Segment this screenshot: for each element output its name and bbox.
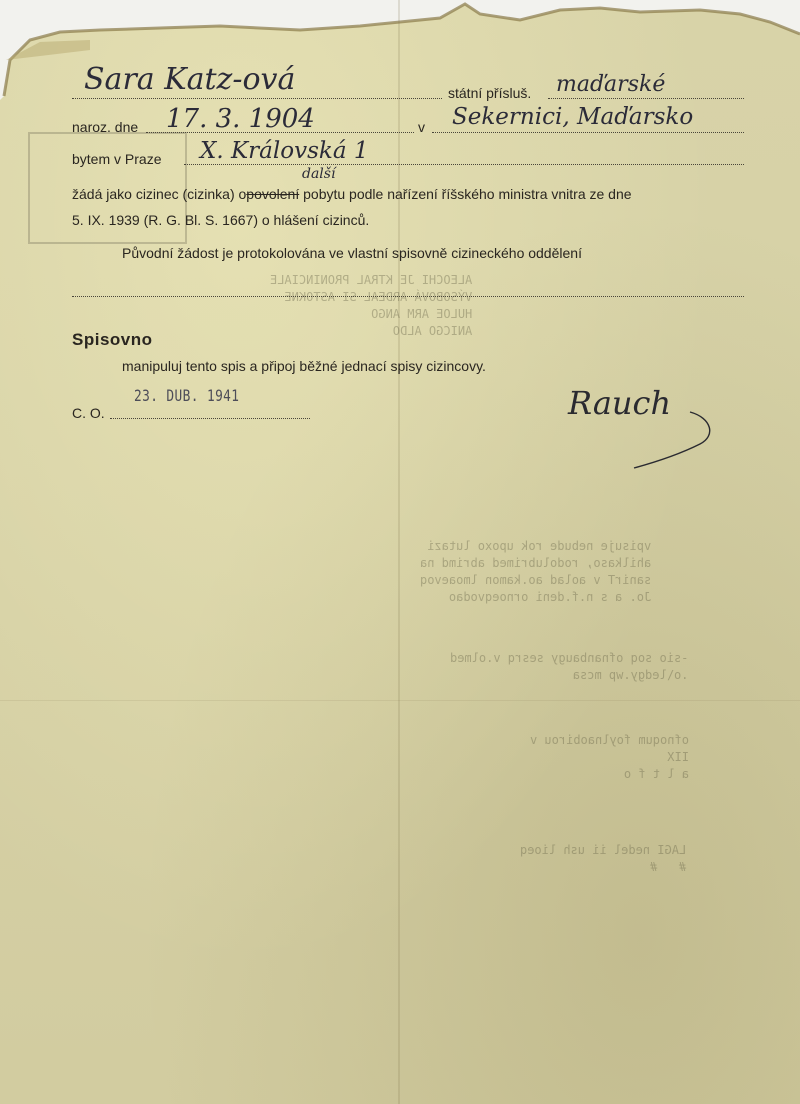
original-request-text: Původní žádost je protokolována ve vlastní spisovně cizineckého oddělení — [122, 245, 582, 261]
birth-date-label: naroz. dne — [72, 119, 139, 135]
insertion-handwritten: další — [302, 166, 336, 182]
residence-dotted-line — [184, 164, 744, 165]
residence-handwritten: X. Královská 1 — [200, 138, 369, 164]
birth-date-handwritten: 17. 3. 1904 — [166, 104, 315, 134]
paper-fold-vertical — [398, 0, 400, 1104]
nationality-handwritten: maďarské — [556, 72, 666, 97]
struck-word: povolení — [246, 186, 300, 202]
signature-flourish — [620, 410, 720, 472]
blank-dotted-line — [72, 296, 744, 297]
bleed-through-text: LAGI nedel ii ush lioeq # # — [520, 843, 687, 874]
bleed-through-text: -sio soq ofnanbaugy sesrq v.olmed .o\ledgy.wp mcsa — [450, 651, 689, 682]
bleed-through-text: ALEOCHI JE KTRAL PRONINCIALE VÝSOBOVÁ ARDEAL SI ASTOKNE HULOE ARM ANGO ANICGO ALDO — [270, 273, 473, 338]
registry-heading: Spisovno — [72, 330, 153, 349]
nationality-label: státní přísluš. — [448, 85, 532, 101]
name-dotted-line — [72, 98, 442, 99]
co-label: C. O. — [72, 405, 105, 421]
signature-handwritten: Rauch — [568, 384, 672, 422]
co-dotted-line — [110, 418, 310, 419]
request-text-prefix: žádá jako cizinec (cizinka) o — [72, 186, 247, 202]
birthplace-dotted-line — [432, 132, 744, 133]
request-text-line-1 — [72, 186, 632, 202]
registry-instruction: manipuluj tento spis a připoj běžné jednací spisy cizincovy. — [122, 358, 486, 374]
nationality-dotted-line — [548, 98, 744, 99]
request-text-line-2: 5. IX. 1939 (R. G. Bl. S. 1667) o hlášení cizinců. — [72, 212, 370, 228]
birthplace-handwritten: Sekernici, Maďarsko — [452, 104, 694, 130]
paper-fold-horizontal — [0, 700, 800, 701]
residence-label: bytem v Praze — [72, 151, 162, 167]
request-text-suffix: pobytu podle nařízení říšského ministra vnitra ze dne — [299, 186, 632, 202]
bleed-through-text: ofnoqum foylnaobirou v IIX a l t f o — [530, 733, 689, 781]
name-handwritten: Sara Katz-ová — [84, 62, 296, 97]
date-stamp: 23. DUB. 1941 — [134, 386, 240, 405]
birthplace-label: v — [418, 119, 425, 135]
bleed-through-text: vpisuje nebude rok upoxo lutazi ahilkaso, rodolubrimed abrimd na sanirT v aolad ao.kamon lmoaevoq Jo. a s n.f.deni ornoeqvodao — [420, 539, 652, 604]
